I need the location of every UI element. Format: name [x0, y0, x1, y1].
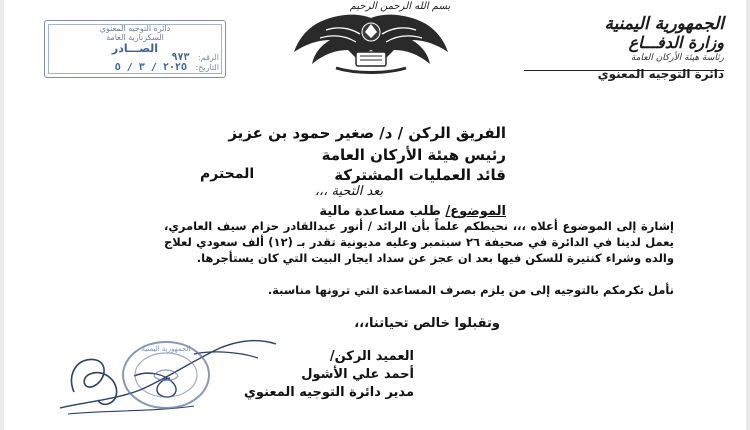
subject-label: الموضوع/: [445, 204, 506, 219]
addressee-name: الفريق الركن / د/ صغير حمود بن عزيز: [228, 124, 506, 142]
closing-line: وتقبلوا خالص تحياتنا،،،: [354, 316, 500, 331]
letterhead-organization: [514, 14, 724, 83]
signer-title: مدير دائرة التوجيه المعنوي: [244, 385, 414, 400]
stamp-number-value: ٩٧٣: [171, 52, 190, 63]
subject-line: [319, 204, 506, 219]
basmala: بسم الله الرحمن الرحيم: [349, 1, 451, 12]
letter-page: [4, 0, 746, 430]
addressee-position: رئيس هيئة الأركان العامة: [321, 146, 506, 164]
registry-stamp: [44, 20, 226, 78]
honorific: المحترم: [200, 166, 255, 182]
letterhead-ministry: وزارة الدفـــاع: [628, 33, 724, 52]
letterhead-country: الجمهورية اليمنية: [604, 14, 724, 34]
stamp-date-value: ٢٠٢٥ / ٣ / ٥: [114, 62, 187, 73]
stamp-number-label: الرقم:: [198, 53, 219, 62]
request-paragraph: نأمل تكرمكم بالتوجيه إلى من يلزم بصرف المساعدة التي ترونها مناسبة.: [267, 283, 674, 297]
letterhead-divider: [524, 70, 724, 71]
letterhead-department: دائرة التوجيه المعنوي: [597, 67, 724, 81]
stamp-department: دائرة التوجيه المعنوي: [99, 24, 171, 33]
official-seal-icon: [120, 338, 212, 412]
body-paragraph: إشارة إلى الموضوع أعلاه ،،، نحيطكم علماً بأن الرائد / أنور عبدالقادر حزام سيف العامري، يعمل لدينا في الدائرة في صحيفة ٢٦ سبتمبر وعليه مديونية تقدر بـ (١٢) ألف سعودي لعلاج والده وشراء كنتيرة للسكن فيها بعد ان عجز عن سداد ايجار البيت التي كان يستأجرها.: [164, 219, 674, 265]
eagle-emblem-icon: [286, 10, 456, 76]
signer-rank: العميد الركن/: [329, 349, 414, 364]
addressee-command: قائد العمليات المشتركة: [334, 166, 506, 184]
signer-name: أحمد علي الأشول: [301, 367, 414, 382]
subject-text: طلب مساعدة مالية: [319, 204, 441, 219]
stamp-secretariat: السكرتارية العامة: [106, 33, 164, 42]
stamp-title: الصـــادر: [111, 42, 159, 55]
seal-text: الجمهورية اليمنية: [141, 345, 191, 353]
letterhead-staff: رئاسة هيئة الأركان العامة: [630, 53, 724, 63]
greeting: بعد التحية ،،،: [314, 184, 384, 199]
stamp-date-row: [51, 63, 219, 73]
stamp-date-label: التاريخ:: [195, 63, 219, 72]
